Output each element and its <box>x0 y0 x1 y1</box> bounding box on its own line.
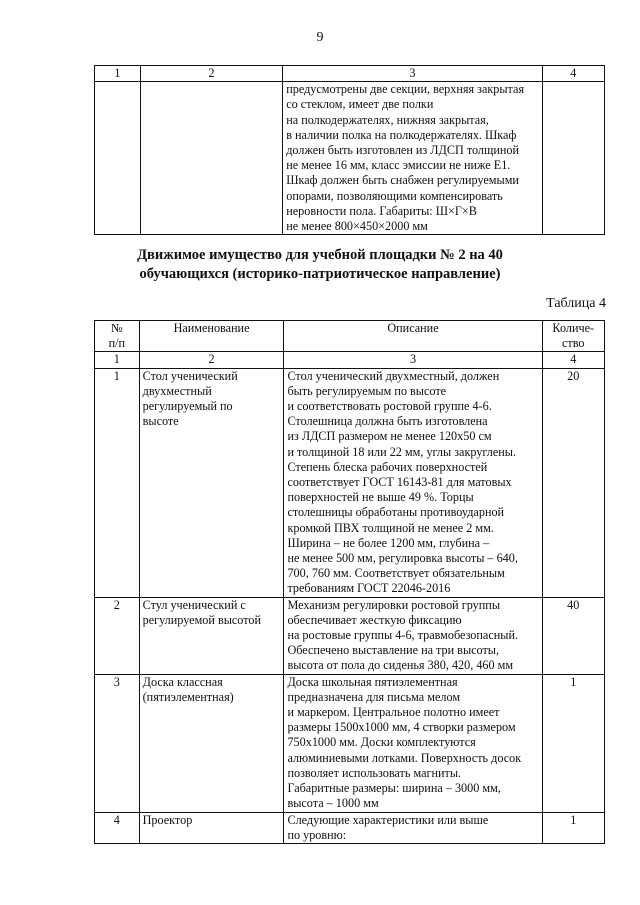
text-line: Шкаф должен быть снабжен регулируемыми <box>286 173 519 188</box>
text-line: двухместный <box>142 383 212 398</box>
col-number-3: 3 <box>283 66 542 82</box>
text-line: из ЛДСП размером не менее 120х50 см <box>287 429 492 444</box>
text-line: и соответствовать ростовой группе 4-6. <box>287 399 492 414</box>
table-row <box>95 82 605 235</box>
text-line: высоте <box>142 414 179 429</box>
text-line: обеспечивает жесткую фиксацию <box>287 612 462 627</box>
text-line: Столешница должна быть изготовлена <box>287 414 488 429</box>
text-line: столешницы обработаны противоударной <box>287 505 505 520</box>
col-number-2: 2 <box>139 352 284 368</box>
cell-qty <box>542 82 604 235</box>
table-caption: Таблица 4 <box>546 296 606 311</box>
text-line: Обеспечено выставление на три высоты, <box>287 643 500 658</box>
text-line: соответствует ГОСТ 16143-81 для матовых <box>287 475 512 490</box>
cell-num: 1 <box>95 368 140 597</box>
header-num-line: № <box>110 321 123 335</box>
header-num <box>95 321 140 352</box>
text-line: со стеклом, имеет две полки <box>286 97 434 112</box>
col-number-1: 1 <box>95 352 140 368</box>
header-qty-line: ство <box>562 336 585 351</box>
cell-name <box>139 368 284 597</box>
text-line: Механизм регулировки ростовой группы <box>287 597 501 612</box>
col-number-4: 4 <box>542 66 604 82</box>
text-line: алюминиевыми лотками. Поверхность досок <box>287 750 522 765</box>
cell-description <box>284 597 542 674</box>
cell-qty: 40 <box>542 597 604 674</box>
table-row <box>95 812 605 843</box>
text-line: не менее 800×450×2000 мм <box>286 219 428 234</box>
text-line: и толщиной 18 или 22 мм, углы закруглены. <box>287 444 517 459</box>
text-line: Проектор <box>142 812 193 827</box>
text-line: Доска классная <box>142 674 223 689</box>
column-number-row <box>95 352 605 368</box>
text-line: не менее 16 мм, класс эмиссии не ниже Е1. <box>286 158 511 173</box>
col-number-1: 1 <box>95 66 141 82</box>
cell-num: 3 <box>95 674 140 812</box>
table-header-row <box>95 321 605 352</box>
text-line: регулируемый по <box>142 399 233 414</box>
text-line: Габаритные размеры: ширина – 3000 мм, <box>287 781 501 796</box>
text-line: поверхностей не выше 49 %. Торцы <box>287 490 474 505</box>
text-line: опорами, позволяющими компенсировать <box>286 188 503 203</box>
text-line: в наличии полка на полкодержателях. Шкаф <box>286 127 517 142</box>
text-line: быть регулируемым по высоте <box>287 383 447 398</box>
column-number-row <box>95 66 605 82</box>
cell-qty: 1 <box>542 812 604 843</box>
text-line: и маркером. Центральное полотно имеет <box>287 705 500 720</box>
text-line: Степень блеска рабочих поверхностей <box>287 459 488 474</box>
text-line: по уровню: <box>287 827 347 842</box>
heading-line: обучающихся (историко-патриотическое направление) <box>139 266 501 282</box>
table-row <box>95 368 605 597</box>
table-4 <box>94 320 605 844</box>
col-number-3: 3 <box>284 352 542 368</box>
page-number: 9 <box>316 30 324 45</box>
text-line: предназначена для письма мелом <box>287 689 461 704</box>
table-row <box>95 674 605 812</box>
cell-num <box>95 82 141 235</box>
text-line: неровности пола. Габариты: Ш×Г×В <box>286 203 477 218</box>
cell-description <box>284 674 542 812</box>
text-line: кромкой ПВХ толщиной не менее 2 мм. <box>287 520 494 535</box>
cell-name <box>140 82 282 235</box>
cell-description <box>284 812 542 843</box>
text-line: Ширина – не более 1200 мм, глубина – <box>287 535 490 550</box>
text-line: регулируемой высотой <box>142 612 262 627</box>
cell-num: 2 <box>95 597 140 674</box>
header-qty <box>542 321 604 352</box>
header-num-line: п/п <box>108 336 126 351</box>
cell-num: 4 <box>95 812 140 843</box>
cell-name <box>139 597 284 674</box>
text-line: Стол ученический двухместный, должен <box>287 368 500 383</box>
text-line: Доска школьная пятиэлементная <box>287 674 458 689</box>
cell-qty: 20 <box>542 368 604 597</box>
section-heading <box>60 246 580 284</box>
header-name: Наименование <box>139 321 284 352</box>
cell-description <box>283 82 542 235</box>
text-line: размеры 1500х1000 мм, 4 створки размером <box>287 720 516 735</box>
text-line: должен быть изготовлен из ЛДСП толщиной <box>286 143 520 158</box>
cell-qty: 1 <box>542 674 604 812</box>
col-number-4: 4 <box>542 352 604 368</box>
text-line: предусмотрены две секции, верхняя закрытая <box>286 82 525 97</box>
text-line: на полкодержателях, нижняя закрытая, <box>286 112 489 127</box>
cell-description <box>284 368 542 597</box>
header-qty-line: Количе- <box>552 321 595 335</box>
table-row <box>95 597 605 674</box>
text-line: Стол ученический <box>142 368 238 383</box>
text-line: высота от пола до сиденья 380, 420, 460 мм <box>287 658 514 673</box>
text-line: на ростовые группы 4-6, травмобезопасный. <box>287 628 519 643</box>
text-line: (пятиэлементная) <box>142 689 234 704</box>
cell-name <box>139 674 284 812</box>
table-4-body <box>95 368 605 843</box>
text-line: Следующие характеристики или выше <box>287 812 489 827</box>
text-line: не менее 500 мм, регулировка высоты – 640, <box>287 551 518 566</box>
heading-line: Движимое имущество для учебной площадки № 2 на 40 <box>137 247 503 263</box>
text-line: Стул ученический с <box>142 597 246 612</box>
text-line: требованиям ГОСТ 22046-2016 <box>287 581 451 596</box>
text-line: высота – 1000 мм <box>287 796 379 811</box>
text-line: 700, 760 мм. Соответствует обязательным <box>287 566 505 581</box>
col-number-2: 2 <box>140 66 282 82</box>
header-description: Описание <box>284 321 542 352</box>
cell-name <box>139 812 284 843</box>
continuation-table <box>94 65 605 235</box>
text-line: позволяет использовать магниты. <box>287 765 462 780</box>
text-line: 750х1000 мм. Доски комплектуются <box>287 735 476 750</box>
